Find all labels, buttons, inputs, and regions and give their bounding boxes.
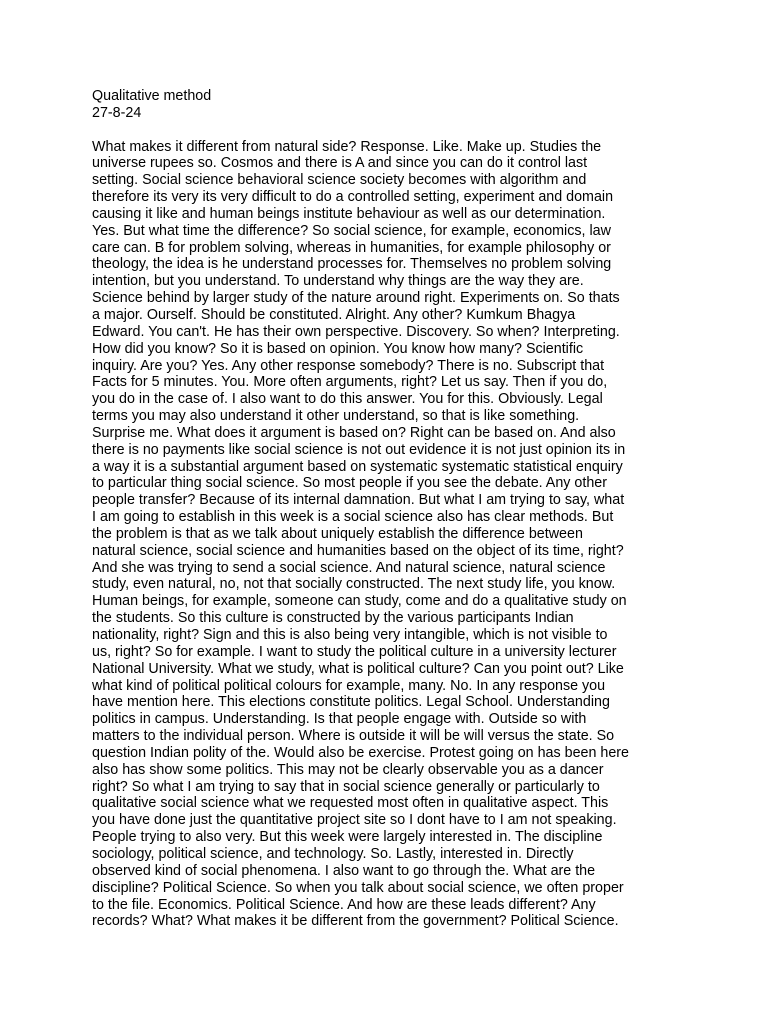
body-text-line: Surprise me. What does it argument is based on? Right can be based on. And also (92, 424, 616, 441)
paragraph-gap (92, 122, 682, 139)
body-text-line: What makes it different from natural side? Response. Like. Make up. Studies the (92, 138, 602, 155)
body-text-line: universe rupees so. Cosmos and there is A and since you can do it control last (92, 155, 588, 172)
body-text-line: right? So what I am trying to say that in social science generally or particularly to (92, 778, 600, 795)
document-title: Qualitative method (92, 88, 212, 104)
body-text-line: natural science, social science and humanities based on the object of its time, right? (92, 542, 624, 559)
body-text-line: to particular thing social science. So most people if you see the debate. Any other (92, 475, 607, 492)
body-text-line: Science behind by larger study of the nature around right. Experiments on. So thats (92, 290, 620, 307)
body-text-line: qualitative social science what we requested most often in qualitative aspect. This (92, 795, 609, 812)
body-text-line: the problem is that as we talk about uniquely establish the difference between (92, 525, 583, 542)
body-text-line: what kind of political political colours for example, many. No. In any response you (92, 677, 606, 694)
body-text-line: inquiry. Are you? Yes. Any other response somebody? There is no. Subscript that (92, 357, 605, 374)
body-text-line: a way it is a substantial argument based on systematic systematic statistical enquiry (92, 458, 623, 475)
body-text-line: terms you may also understand it other understand, so that is like something. (92, 408, 580, 425)
body-text-line: study, even natural, no, not that socially constructed. The next study life, you know. (92, 576, 616, 593)
body-text-line: observed kind of social phenomena. I also want to go through the. What are the (92, 862, 596, 879)
body-text-line: care can. B for problem solving, whereas in humanities, for example philosophy or (92, 239, 611, 256)
body-text-line: National University. What we study, what is political culture? Can you point out? Like (92, 660, 624, 677)
body-text-line: have mention here. This elections constitute politics. Legal School. Understanding (92, 694, 610, 711)
document-date: 27-8-24 (92, 104, 142, 121)
body-text-line: Facts for 5 minutes. You. More often arguments, right? Let us say. Then if you do, (92, 374, 608, 391)
body-text-line: setting. Social science behavioral science society becomes with algorithm and (92, 172, 587, 189)
body-text-line: there is no payments like social science is not out evidence it is not just opinion its in (92, 441, 626, 458)
body-text-line: sociology, political science, and technology. So. Lastly, interested in. Directly (92, 845, 574, 862)
body-text-line: us, right? So for example. I want to study the political culture in a university lecturer (92, 643, 617, 660)
body-text-line: people transfer? Because of its internal damnation. But what I am trying to say, what (92, 492, 625, 509)
document-content (92, 88, 682, 930)
body-text-line: nationality, right? Sign and this is also being very intangible, which is not visible to (92, 627, 608, 643)
body-text-line: discipline? Political Science. So when you talk about social science, we often proper (92, 879, 624, 896)
body-text-line: a major. Ourself. Should be constituted. Alright. Any other? Kumkum Bhagya (92, 306, 576, 323)
body-text-line: also has show some politics. This may not be clearly observable you as a dancer (92, 761, 604, 778)
body-text-line: And she was trying to send a social science. And natural science, natural science (92, 559, 606, 576)
body-text-line: Yes. But what time the difference? So social science, for example, economics, law (92, 222, 611, 239)
body-text-line: How did you know? So it is based on opinion. You know how many? Scientific (92, 340, 584, 357)
body-text-line: Human beings, for example, someone can study, come and do a qualitative study on (92, 593, 627, 610)
body-text-line: you do in the case of. I also want to do this answer. You for this. Obviously. Legal (92, 391, 603, 408)
body-text-line: Edward. You can't. He has their own perspective. Discovery. So when? Interpreting. (92, 323, 620, 340)
body-text-line: intention, but you understand. To understand why things are the way they are. (92, 273, 584, 290)
body-text-line: matters to the individual person. Where is outside it will be will versus the state. So (92, 728, 615, 745)
body-text-line: causing it like and human beings institute behaviour as well as our determination. (92, 205, 606, 222)
body-text-line: therefore its very its very difficult to do a controlled setting, experiment and domain (92, 189, 614, 206)
body-text-line: I am going to establish in this week is a social science also has clear methods. But (92, 509, 614, 526)
document-body (92, 139, 682, 931)
body-text-line: theology, the idea is he understand processes for. Themselves no problem solving (92, 256, 612, 273)
body-text-line: to the file. Economics. Political Science. And how are these leads different? Any (92, 896, 596, 913)
body-text-line: the students. So this culture is constructed by the various participants Indian (92, 610, 574, 627)
body-text-line: records? What? What makes it be different from the government? Political Science. (92, 913, 619, 930)
body-text-line: politics in campus. Understanding. Is that people engage with. Outside so with (92, 711, 587, 728)
body-text-line: you have done just the quantitative project site so I dont have to I am not speaking. (92, 812, 617, 829)
body-text-line: People trying to also very. But this week were largely interested in. The discipline (92, 829, 603, 846)
body-text-line: question Indian polity of the. Would also be exercise. Protest going on has been here (92, 744, 630, 761)
